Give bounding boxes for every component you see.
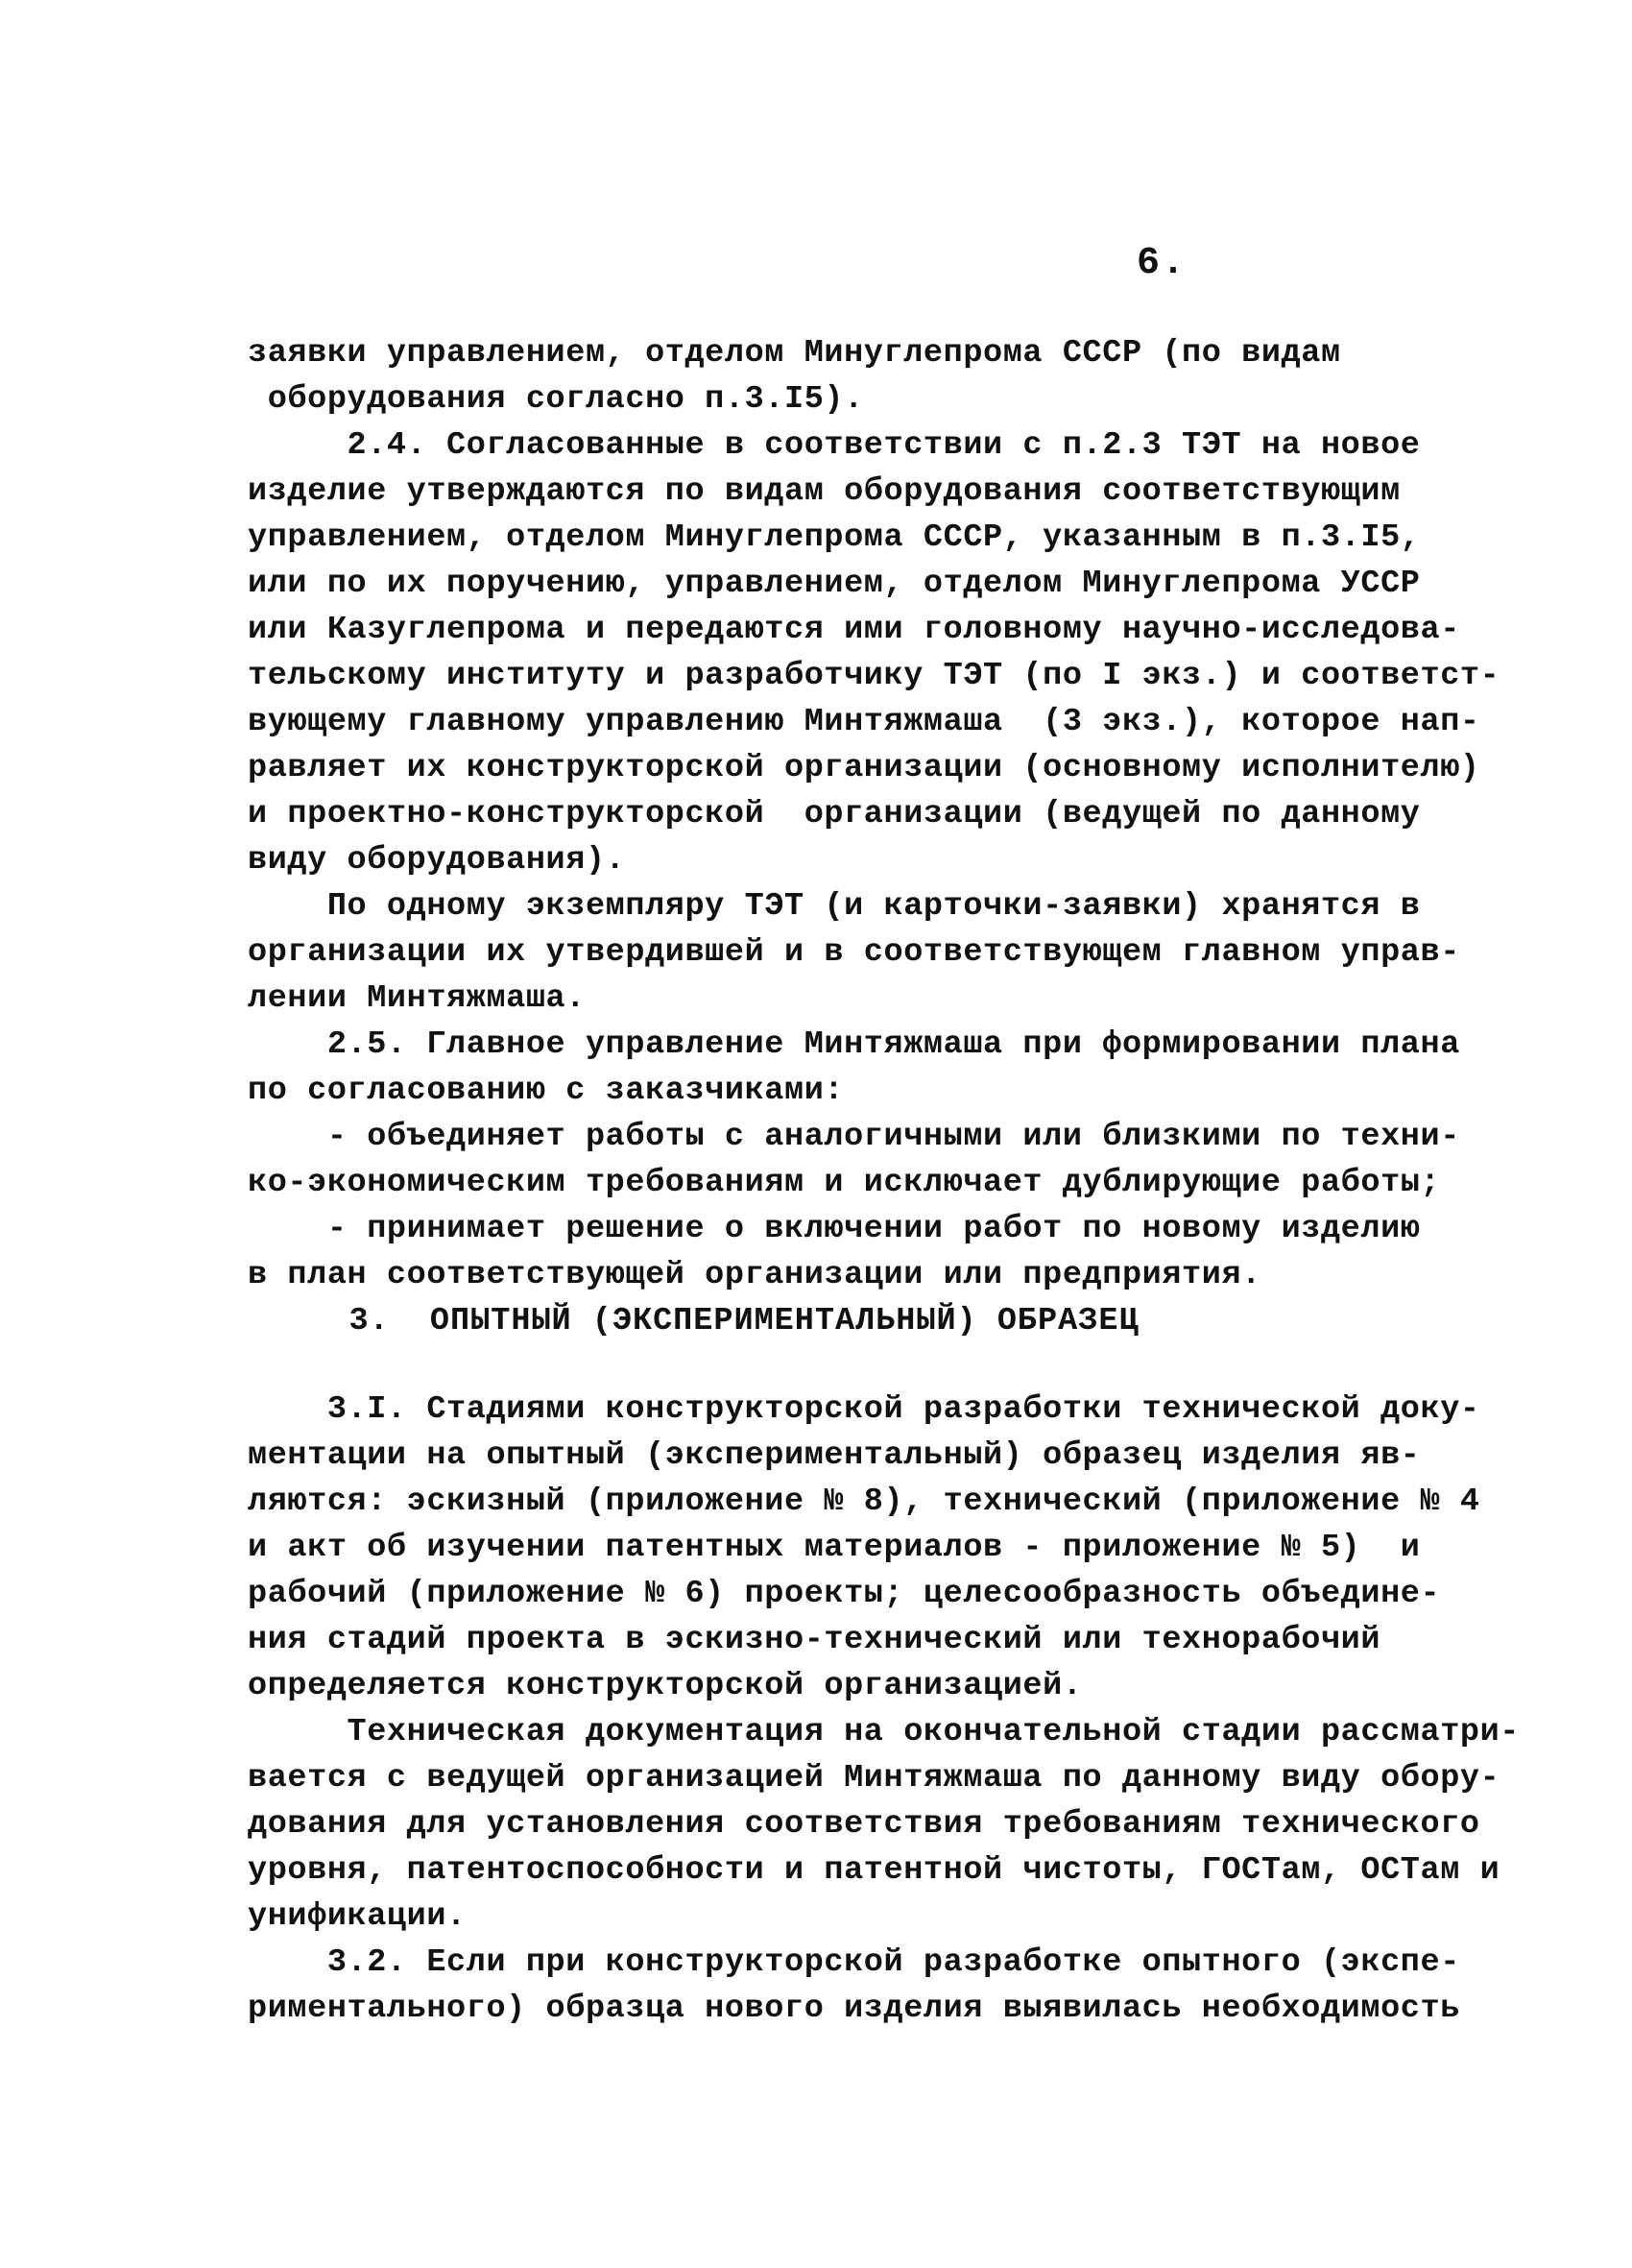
text-line: в план соответствующей организации или предприятия.	[248, 1257, 1261, 1293]
text-line: и акт об изучении патентных материалов - приложение № 5) и	[248, 1530, 1421, 1566]
text-line: равляет их конструкторской организации (основному исполнителю)	[248, 750, 1480, 786]
text-line: организации их утвердившей и в соответствующем главном управ-	[248, 934, 1460, 971]
text-line: и проектно-конструкторской организации (ведущей по данному	[248, 796, 1421, 832]
text-line: или по их поручению, управлением, отделом Минуглепрома УССР	[248, 566, 1421, 602]
text-line: дования для установления соответствия требованиям технического	[248, 1806, 1480, 1843]
text-line: управлением, отделом Минуглепрома СССР, указанным в п.3.I5,	[248, 519, 1421, 556]
page-number: 6.	[1137, 242, 1188, 285]
text-line: 3.2. Если при конструкторской разработке опытного (экспе-	[248, 1944, 1460, 1981]
text-line: - принимает решение о включении работ по новому изделию	[248, 1211, 1421, 1247]
text-line: изделие утверждаются по видам оборудования соответствующим	[248, 473, 1401, 510]
section-heading-3	[248, 1298, 1428, 1344]
paragraph-2-5	[248, 1022, 1460, 1298]
section-title: 3. ОПЫТНЫЙ (ЭКСПЕРИМЕНТАЛЬНЫЙ) ОБРАЗЕЦ	[248, 1303, 1140, 1339]
paragraph-3-1	[248, 1387, 1480, 1709]
text-line: определяется конструкторской организацией.	[248, 1668, 1083, 1704]
text-line: уровня, патентоспособности и патентной чистоты, ГОСТам, ОСТам и	[248, 1852, 1500, 1889]
text-line: ментации на опытный (экспериментальный) образец изделия яв-	[248, 1437, 1421, 1474]
text-line: оборудования согласно п.3.I5).	[248, 381, 864, 418]
text-line: заявки управлением, отделом Минуглепрома СССР (по видам	[248, 335, 1341, 372]
paragraph-2-4-storage	[248, 883, 1460, 1022]
text-line: лении Минтяжмаша.	[248, 980, 586, 1017]
text-line: вующему главному управлению Минтяжмаша (3 экз.), которое нап-	[248, 704, 1480, 740]
text-line: рабочий (приложение № 6) проекты; целесообразность объедине-	[248, 1576, 1441, 1612]
text-line: ляются: эскизный (приложение № 8), технический (приложение № 4	[248, 1484, 1480, 1520]
text-line: - объединяет работы с аналогичными или близкими по техни-	[248, 1119, 1460, 1155]
text-line: тельскому институту и разработчику ТЭТ (по I экз.) и соответст-	[248, 658, 1500, 694]
text-line: 2.4. Согласованные в соответствии с п.2.3 ТЭТ на новое	[248, 427, 1421, 464]
text-line: риментального) образца нового изделия выявилась необходимость	[248, 1991, 1460, 2027]
paragraph-2-3-continuation	[248, 330, 1428, 422]
paragraph-3-1-review	[248, 1709, 1521, 1940]
document-body	[248, 330, 1521, 2032]
spacer	[248, 1344, 1428, 1387]
text-line: 2.5. Главное управление Минтяжмаша при формировании плана	[248, 1026, 1460, 1063]
text-line: ния стадий проекта в эскизно-технический или технорабочий	[248, 1622, 1381, 1658]
text-line: 3.I. Стадиями конструкторской разработки технической доку-	[248, 1391, 1480, 1428]
text-line: Техническая документация на окончательной стадии рассматри-	[248, 1714, 1521, 1750]
text-line: по согласованию с заказчиками:	[248, 1073, 845, 1109]
text-line: вается с ведущей организацией Минтяжмаша по данному виду обору-	[248, 1760, 1500, 1797]
text-line: унификации.	[248, 1898, 467, 1935]
text-line: ко-экономическим требованиям и исключает дублирующие работы;	[248, 1165, 1441, 1201]
text-line: По одному экземпляру ТЭТ (и карточки-заявки) хранятся в	[248, 888, 1421, 925]
text-line: виду оборудования).	[248, 842, 626, 879]
paragraph-2-4	[248, 422, 1500, 883]
paragraph-3-2	[248, 1940, 1460, 2032]
text-line: или Казуглепрома и передаются ими головному научно-исследова-	[248, 612, 1460, 648]
